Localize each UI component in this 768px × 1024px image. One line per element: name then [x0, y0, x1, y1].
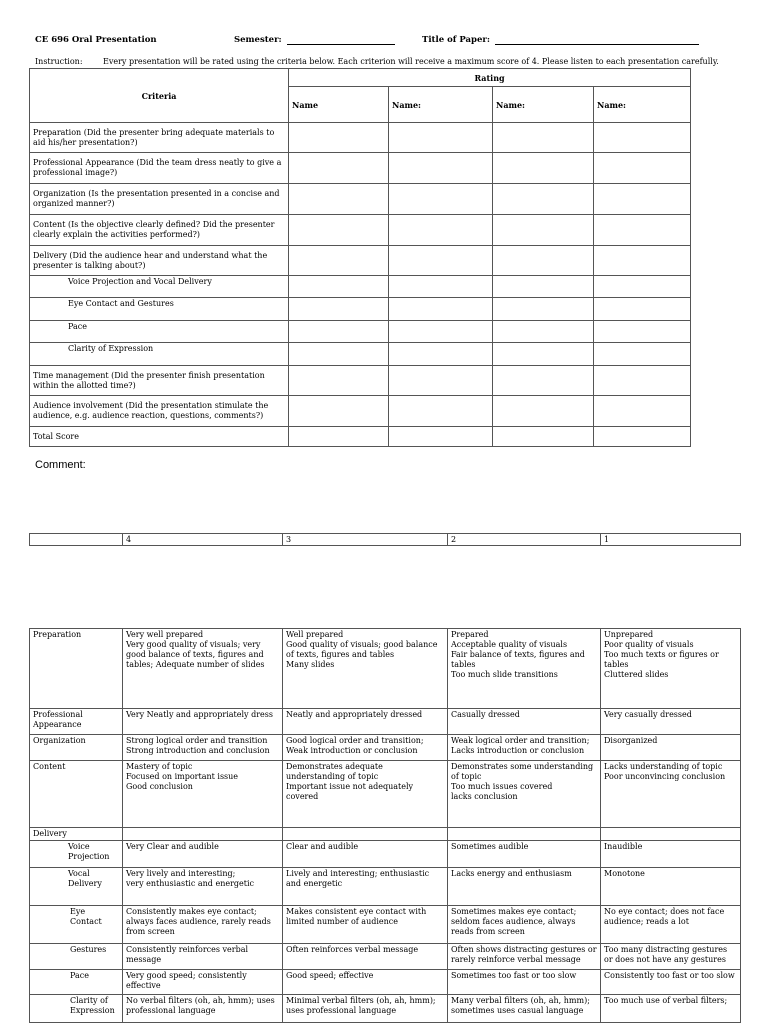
total-cell[interactable] — [389, 427, 493, 447]
rubric-cell-3: Demonstrates adequate understanding of topic Important issue not adequately covered — [283, 761, 448, 828]
rubric-label-preparation: Preparation — [30, 629, 123, 709]
rubric-cell-1: Unprepared Poor quality of visuals Too much texts or figures or tables Cluttered slides — [601, 629, 741, 709]
rubric-cell-1: Consistently too fast or too slow — [601, 970, 741, 995]
score-cell[interactable] — [389, 153, 493, 184]
scale-2: 2 — [448, 534, 601, 546]
score-cell[interactable] — [389, 343, 493, 366]
score-cell[interactable] — [594, 153, 691, 184]
rubric-cell-3: Good speed; effective — [283, 970, 448, 995]
name-field-2[interactable]: Name: — [389, 87, 493, 123]
score-cell[interactable] — [389, 184, 493, 215]
score-cell[interactable] — [289, 153, 389, 184]
score-cell[interactable] — [493, 343, 594, 366]
rubric-cell-4: No verbal filters (oh, ah, hmm); uses professional language — [123, 995, 283, 1023]
score-cell[interactable] — [594, 343, 691, 366]
comment-label: Comment: — [35, 459, 86, 471]
rubric-label-voice-projection: Voice Projection — [30, 841, 123, 868]
score-cell[interactable] — [493, 276, 594, 298]
paper-title-label: Title of Paper: — [422, 35, 490, 45]
score-cell[interactable] — [594, 321, 691, 343]
rubric-cell-2: Many verbal filters (oh, ah, hmm); sometimes uses casual language — [448, 995, 601, 1023]
total-cell[interactable] — [289, 427, 389, 447]
rubric-label-organization: Organization — [30, 735, 123, 761]
score-scale-row — [29, 533, 741, 546]
rubric-cell-4 — [123, 828, 283, 841]
rubric-cell-3: Neatly and appropriately dressed — [283, 709, 448, 735]
criterion-delivery: Delivery (Did the audience hear and understand what the presenter is talking about?) — [30, 246, 289, 276]
rubric-table — [29, 628, 741, 1023]
rubric-label-delivery: Delivery — [30, 828, 123, 841]
score-cell[interactable] — [389, 396, 493, 427]
rubric-cell-4: Very well prepared Very good quality of visuals; very good balance of texts, figures and tables; Adequate number of slides — [123, 629, 283, 709]
instruction-label: Instruction: — [35, 57, 83, 66]
name-field-3[interactable]: Name: — [493, 87, 594, 123]
rubric-cell-2: Demonstrates some understanding of topic Too much issues covered lacks conclusion — [448, 761, 601, 828]
rubric-cell-1: Too much use of verbal filters; — [601, 995, 741, 1023]
score-cell[interactable] — [289, 184, 389, 215]
score-cell[interactable] — [493, 215, 594, 246]
name-field-4[interactable]: Name: — [594, 87, 691, 123]
score-cell[interactable] — [493, 321, 594, 343]
criterion-voice-projection: Voice Projection and Vocal Delivery — [30, 276, 289, 298]
score-cell[interactable] — [594, 246, 691, 276]
score-cell[interactable] — [493, 184, 594, 215]
rubric-cell-2 — [448, 828, 601, 841]
criterion-preparation: Preparation (Did the presenter bring adequate materials to aid his/her presentation?) — [30, 123, 289, 153]
rubric-cell-3: Good logical order and transition; Weak introduction or conclusion — [283, 735, 448, 761]
rubric-cell-2: Often shows distracting gestures or rarely reinforce verbal message — [448, 944, 601, 970]
rubric-cell-2: Lacks energy and enthusiasm — [448, 868, 601, 906]
score-cell[interactable] — [594, 123, 691, 153]
rubric-cell-3: Clear and audible — [283, 841, 448, 868]
score-cell[interactable] — [289, 396, 389, 427]
scale-4: 4 — [123, 534, 283, 546]
rubric-cell-1: Inaudible — [601, 841, 741, 868]
score-cell[interactable] — [493, 246, 594, 276]
score-cell[interactable] — [493, 366, 594, 396]
score-cell[interactable] — [493, 298, 594, 321]
rubric-cell-1 — [601, 828, 741, 841]
score-cell[interactable] — [289, 276, 389, 298]
rubric-cell-4: Consistently reinforces verbal message — [123, 944, 283, 970]
rating-header: Rating — [289, 69, 691, 87]
rubric-cell-1: Disorganized — [601, 735, 741, 761]
rubric-cell-2: Sometimes makes eye contact; seldom faces audience, always reads from screen — [448, 906, 601, 944]
rubric-cell-4: Very lively and interesting; very enthusiastic and energetic — [123, 868, 283, 906]
rubric-cell-4: Mastery of topic Focused on important issue Good conclusion — [123, 761, 283, 828]
score-cell[interactable] — [493, 396, 594, 427]
score-cell[interactable] — [389, 215, 493, 246]
criterion-time-management: Time management (Did the presenter finish presentation within the allotted time?) — [30, 366, 289, 396]
score-cell[interactable] — [493, 153, 594, 184]
rubric-cell-1: Too many distracting gestures or does not have any gestures — [601, 944, 741, 970]
instruction-text: Every presentation will be rated using the criteria below. Each criterion will receive a maximum score of 4. Please listen to each presentation carefully. — [103, 57, 719, 66]
score-cell[interactable] — [594, 276, 691, 298]
rubric-cell-4: Very Neatly and appropriately dress — [123, 709, 283, 735]
rubric-cell-3: Well prepared Good quality of visuals; good balance of texts, figures and tables Many slides — [283, 629, 448, 709]
scale-3: 3 — [283, 534, 448, 546]
rubric-label-content: Content — [30, 761, 123, 828]
score-cell[interactable] — [289, 321, 389, 343]
rubric-cell-4: Very good speed; consistently effective — [123, 970, 283, 995]
score-cell[interactable] — [389, 276, 493, 298]
score-cell[interactable] — [289, 343, 389, 366]
score-cell[interactable] — [389, 246, 493, 276]
rubric-cell-4: Very Clear and audible — [123, 841, 283, 868]
rubric-cell-3: Minimal verbal filters (oh, ah, hmm); uses professional language — [283, 995, 448, 1023]
rubric-label-gestures: Gestures — [30, 944, 123, 970]
scale-empty-cell — [30, 534, 123, 546]
rubric-cell-1: Lacks understanding of topic Poor unconvincing conclusion — [601, 761, 741, 828]
total-score-label: Total Score — [30, 427, 289, 447]
criteria-header: Criteria — [30, 69, 289, 123]
name-field-1[interactable]: Name — [289, 87, 389, 123]
semester-blank[interactable] — [287, 35, 395, 45]
score-cell[interactable] — [289, 366, 389, 396]
paper-title-field[interactable] — [422, 35, 699, 45]
score-cell[interactable] — [594, 215, 691, 246]
rubric-cell-1: Monotone — [601, 868, 741, 906]
rubric-label-vocal-delivery: Vocal Delivery — [30, 868, 123, 906]
total-cell[interactable] — [493, 427, 594, 447]
criterion-content: Content (Is the objective clearly defined? Did the presenter clearly explain the activities performed?) — [30, 215, 289, 246]
rubric-label-clarity: Clarity of Expression — [30, 995, 123, 1023]
instruction-line — [35, 57, 719, 66]
rubric-cell-2: Prepared Acceptable quality of visuals Fair balance of texts, figures and tables Too much slide transitions — [448, 629, 601, 709]
criterion-organization: Organization (Is the presentation presented in a concise and organized manner?) — [30, 184, 289, 215]
criterion-professional-appearance: Professional Appearance (Did the team dress neatly to give a professional image?) — [30, 153, 289, 184]
rubric-cell-3: Lively and interesting; enthusiastic and energetic — [283, 868, 448, 906]
rubric-cell-1: No eye contact; does not face audience; reads a lot — [601, 906, 741, 944]
rubric-cell-2: Sometimes audible — [448, 841, 601, 868]
score-cell[interactable] — [594, 184, 691, 215]
rubric-cell-1: Very casually dressed — [601, 709, 741, 735]
score-cell[interactable] — [594, 396, 691, 427]
score-cell[interactable] — [389, 298, 493, 321]
score-cell[interactable] — [594, 366, 691, 396]
score-cell[interactable] — [289, 215, 389, 246]
paper-title-blank[interactable] — [495, 35, 699, 45]
evaluation-table — [29, 68, 691, 447]
rubric-cell-3: Often reinforces verbal message — [283, 944, 448, 970]
rubric-cell-4: Strong logical order and transition Strong introduction and conclusion — [123, 735, 283, 761]
score-cell[interactable] — [289, 246, 389, 276]
rubric-label-eye-contact: Eye Contact — [30, 906, 123, 944]
total-cell[interactable] — [594, 427, 691, 447]
criterion-clarity: Clarity of Expression — [30, 343, 289, 366]
score-cell[interactable] — [389, 366, 493, 396]
rubric-cell-3: Makes consistent eye contact with limited number of audience — [283, 906, 448, 944]
scale-1: 1 — [601, 534, 741, 546]
criterion-eye-contact: Eye Contact and Gestures — [30, 298, 289, 321]
criterion-pace: Pace — [30, 321, 289, 343]
score-cell[interactable] — [289, 298, 389, 321]
rubric-cell-4: Consistently makes eye contact; always faces audience, rarely reads from screen — [123, 906, 283, 944]
rubric-label-professional-appearance: Professional Appearance — [30, 709, 123, 735]
score-cell[interactable] — [493, 123, 594, 153]
score-cell[interactable] — [389, 321, 493, 343]
score-cell[interactable] — [594, 298, 691, 321]
rubric-cell-2: Sometimes too fast or too slow — [448, 970, 601, 995]
semester-label: Semester: — [234, 35, 282, 45]
course-title: CE 696 Oral Presentation — [35, 35, 157, 45]
rubric-cell-2: Weak logical order and transition; Lacks introduction or conclusion — [448, 735, 601, 761]
rubric-cell-3 — [283, 828, 448, 841]
rubric-label-pace: Pace — [30, 970, 123, 995]
semester-field[interactable] — [234, 35, 395, 45]
score-cell[interactable] — [389, 123, 493, 153]
rubric-cell-2: Casually dressed — [448, 709, 601, 735]
score-cell[interactable] — [289, 123, 389, 153]
criterion-audience-involvement: Audience involvement (Did the presentation stimulate the audience, e.g. audience reaction, questions, comments?) — [30, 396, 289, 427]
